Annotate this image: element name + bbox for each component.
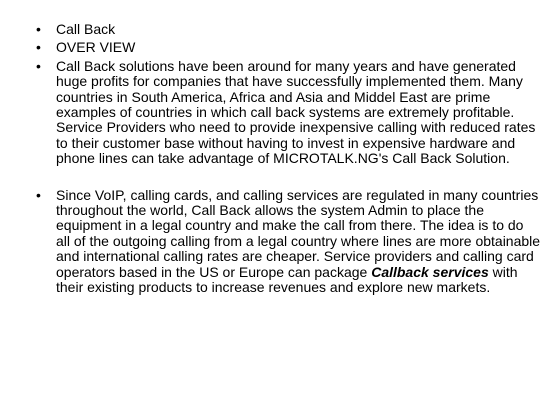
bullet-marker: • [36,186,41,203]
bullet-marker: • [36,57,41,74]
bullet-item-voip-paragraph [36,188,541,296]
bullet-list [36,22,541,299]
bullet-text-after: with their existing products to increase revenues and explore new markets. [56,263,518,296]
bullet-item-call-back [36,22,541,37]
bullet-marker: • [36,21,41,37]
bullet-marker: • [36,39,41,56]
bullet-text-before: Since VoIP, calling cards, and calling services are regulated in many countries throughout the world, Call Back allows the system Admin to place the equipment in a legal country and make the call from there. The idea is to do all of the outgoing calling from a legal country where lines are more obtainable and international calling rates are cheaper. Service providers and calling card operators based in the US or Europe can package [56,186,541,280]
bullet-item-overview [36,40,541,55]
bullet-emphasis: Callback services [371,263,489,280]
bullet-item-solutions-paragraph [36,59,541,167]
bullet-text: OVER VIEW [56,39,136,56]
bullet-text: Call Back solutions have been around for many years and have generated huge profits for companies that have successfully implemented them. Many countries in South America, Africa and Asia and Middel East are prime examples of countries in which call back systems are extremely profitable. Service Providers who need to provide inexpensive calling with reduced rates to their customer base without having to invest in expensive hardware and phone lines can take advantage of MICROTALK.NG's Call Back Solution. [56,57,536,167]
bullet-text: Call Back [56,21,116,37]
